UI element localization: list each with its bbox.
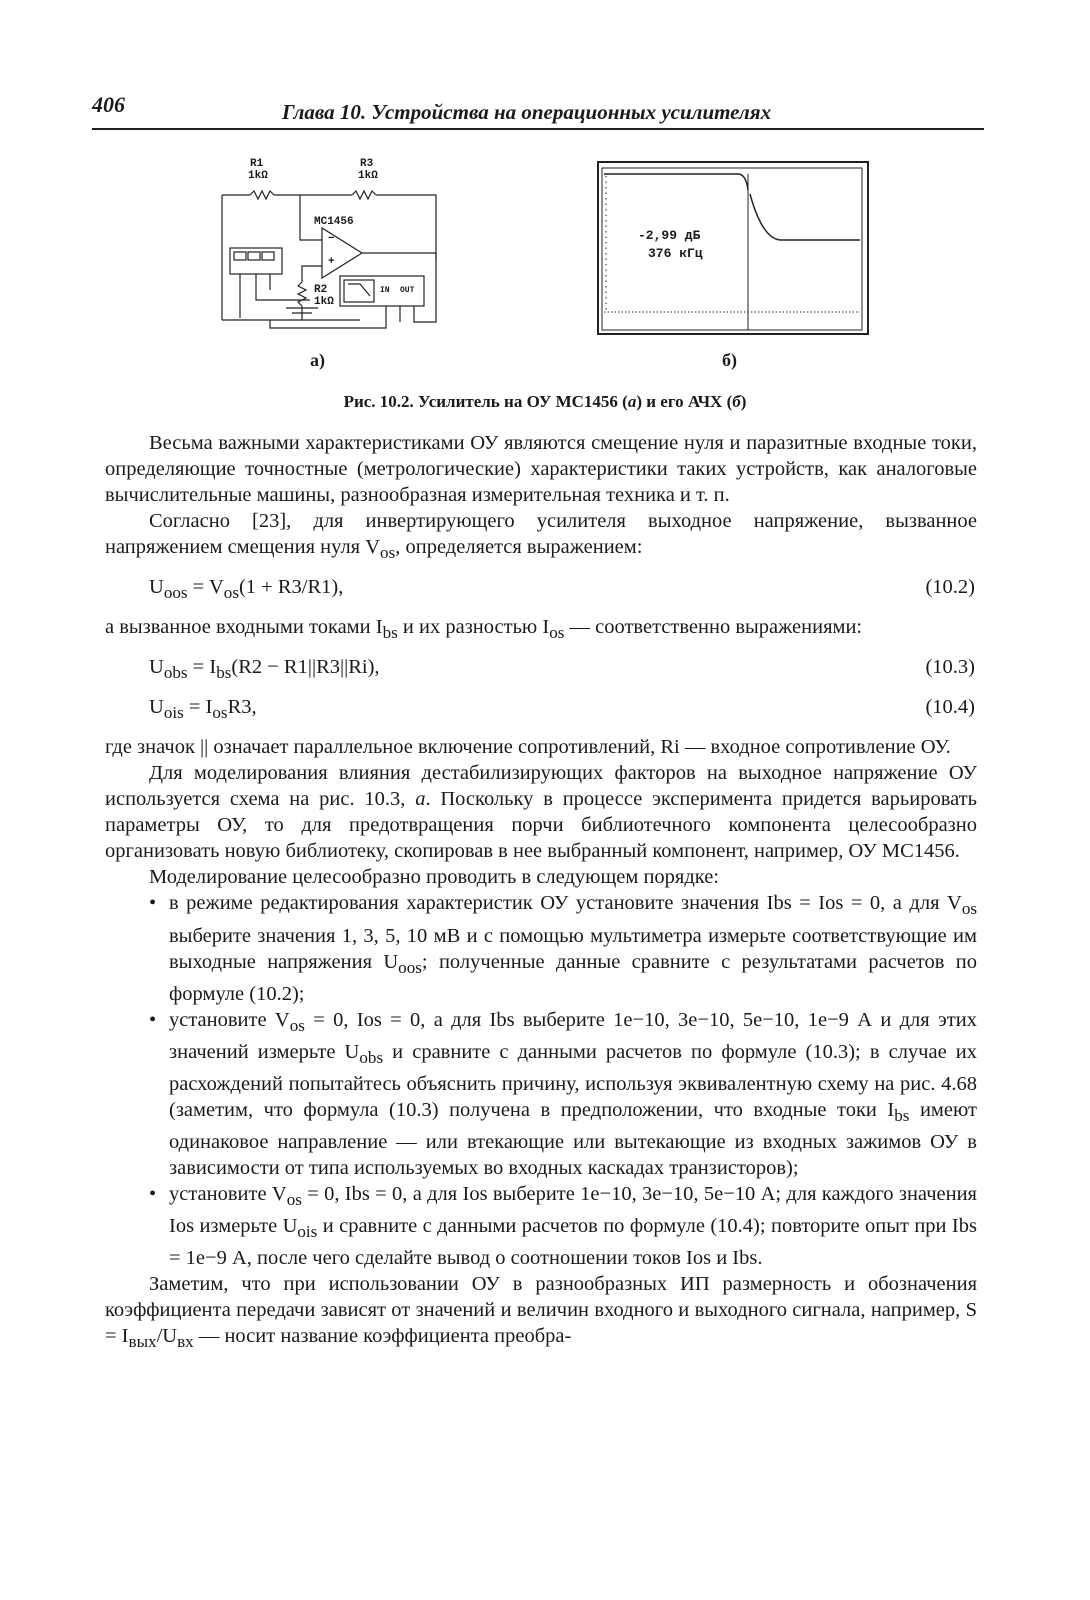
paragraph-1: Весьма важными характеристиками ОУ являются смещение нуля и паразитные входные токи, определяющие точностные (метрологические) характеристики таких устройств, как аналоговые вычислительные машины, разнообразная измерительная техника и т. п. [105, 432, 977, 506]
r3-label: R3 [360, 158, 374, 170]
list-item: • установите $V_{os} = 0$, Ios = 0, а для Ibs выберите 1e−10, 3e−10, 5e−10, 1e−9 А и для этих значений измерьте $U_{obs}$ и сравните с данными расчетов по формуле (10.3); в случае их расхождений попытайтесь объяснить причину, используя эквивалентную схему на рис. 4.68 (заметим, что формула (10.3) получена в предположении, что входные токи $I_{bs}$ имеют одинаковое направление — или втекающие или вытекающие из входных зажимов ОУ в зависимости от типа используемых во входных каскадах транзисторов); [105, 1007, 977, 1181]
paragraph-2: Согласно [23], для инвертирующего усилителя выходное напряжение, вызванное напряжением смещения нуля $V_{os}$, определяется выражением: [105, 510, 977, 563]
figure-graphics [210, 150, 890, 350]
equation-number: (10.2) [925, 576, 975, 599]
page-number: 406 [92, 92, 125, 117]
opamp-minus-sign: − [328, 233, 335, 245]
resistor-r2 [298, 282, 306, 306]
opamp-label: MC1456 [314, 216, 354, 228]
bode-in-label: IN [380, 286, 390, 295]
equation-number: (10.3) [925, 656, 975, 679]
running-title: Глава 10. Устройства на операционных усилителях [282, 100, 772, 124]
paragraph-5: Для моделирования влияния дестабилизирующих факторов на выходное напряжение ОУ используется схема на рис. 10.3, а. Поскольку в процессе эксперимента придется варьировать параметры ОУ, то для предотвращения порчи библиотечного компонента целесообразно организовать новую библиотеку, скопировав в нее выбранный компонент, например, ОУ МС1456. [105, 762, 977, 863]
r2-value: 1kΩ [314, 296, 334, 308]
resistor-r1 [250, 191, 274, 199]
header-rule [92, 128, 984, 130]
figure-10-2 [210, 150, 890, 420]
page-header [92, 90, 984, 130]
equation-number: (10.4) [925, 696, 975, 719]
r1-value: 1kΩ [248, 170, 268, 182]
paragraph-4: где значок || означает параллельное включение сопротивлений, Ri — входное сопротивление ОУ. [105, 736, 951, 759]
paragraph-6: Моделирование целесообразно проводить в следующем порядке: [149, 866, 720, 889]
equation-10-2: $U_{oos} = V_{os}(1 + R3/R1)$, (10.2) [105, 574, 977, 606]
equation-10-4: $U_{ois} = I_{os}R3$, (10.4) [105, 694, 977, 726]
bode-out-label: OUT [400, 286, 415, 295]
procedure-list [105, 890, 977, 1271]
r3-value: 1kΩ [358, 170, 378, 182]
paragraph-3: а вызванное входными токами $I_{bs}$ и их разностью $I_{os}$ — соответственно выражениями: [105, 616, 863, 643]
list-item: • установите $V_{os} = 0$, Ibs = 0, а для Ios выберите 1e−10, 3e−10, 5e−10 А; для каждого значения Ios измерьте $U_{ois}$ и сравните с данными расчетов по формуле (10.4); повторите опыт при Ibs = 1e−9 А, после чего сделайте вывод о соотношении токов Ios и Ibs. [105, 1181, 977, 1271]
resistor-r3 [352, 191, 376, 199]
plot-readout-freq: 376 кГц [648, 246, 703, 261]
subfigure-label-a: а) [310, 350, 325, 370]
paragraph-7: Заметим, что при использовании ОУ в разнообразных ИП размерность и обозначения коэффициента передачи зависят от значений и величин входного и выходного сигнала, например, $S = I_{вых}/U_{вх}$ — носит название коэффициента преобра- [105, 1273, 977, 1352]
response-curve [750, 194, 860, 240]
frequency-response-plot [598, 162, 868, 334]
r2-label: R2 [314, 284, 328, 296]
plot-readout-db: -2,99 дБ [638, 228, 701, 243]
figure-caption: Рис. 10.2. Усилитель на ОУ МС1456 (а) и его АЧХ (б) [343, 392, 747, 411]
list-item: • в режиме редактирования характеристик ОУ установите значения Ibs = Ios = 0, а для $V_{os}$ выберите значения 1, 3, 5, 10 мВ и с помощью мультиметра измерьте соответствующие им выходные напряжения $U_{oos}$; полученные данные сравните с результатами расчетов по формуле (10.2); [105, 890, 977, 1006]
opamp-plus-sign: + [328, 256, 335, 268]
subfigure-label-b: б) [722, 350, 737, 370]
body-text [105, 430, 977, 1355]
equation-10-3: $U_{obs} = I_{bs}(R2 - R1||R3||Ri)$, (10.3) [105, 654, 977, 686]
r1-label: R1 [250, 158, 264, 170]
